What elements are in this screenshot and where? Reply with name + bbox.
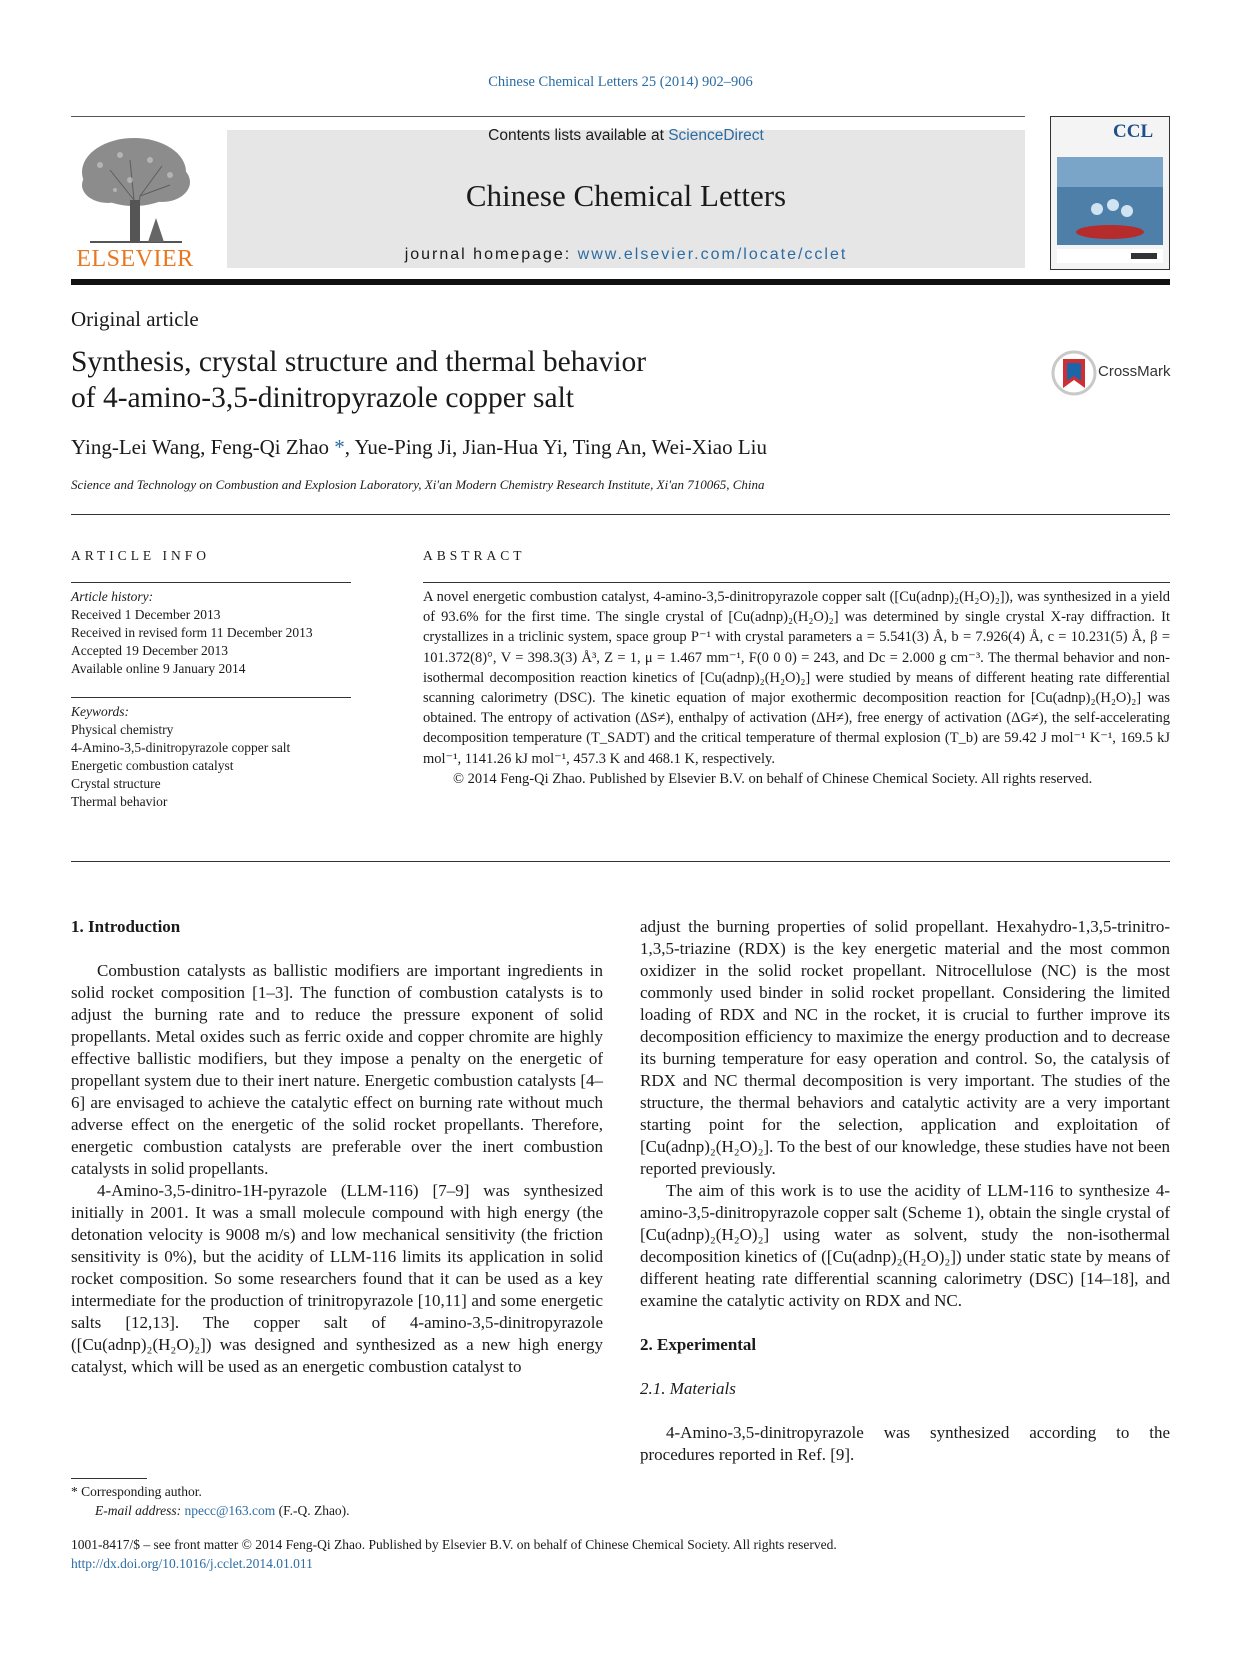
cover-ccl-label: CCL bbox=[1113, 121, 1154, 142]
section-heading-experimental: 2. Experimental bbox=[640, 1335, 757, 1354]
paragraph: 4-Amino-3,5-dinitropyrazole was synthesized according to the procedures reported in Ref. [9]. bbox=[640, 1423, 1170, 1464]
history-revised: Received in revised form 11 December 2013 bbox=[71, 625, 313, 640]
abstract-copyright: © 2014 Feng-Qi Zhao. Published by Elsevier B.V. on behalf of Chinese Chemical Society. All rights reserved. bbox=[453, 770, 1093, 787]
footnote bbox=[71, 1482, 603, 1520]
top-divider bbox=[71, 116, 1025, 117]
sciencedirect-link[interactable]: ScienceDirect bbox=[668, 127, 764, 144]
article-info-heading: ARTICLE INFO bbox=[71, 548, 211, 563]
issn-line: 1001-8417/$ – see front matter © 2014 Feng-Qi Zhao. Published by Elsevier B.V. on behalf of Chinese Chemical Society. All rights reserved. bbox=[71, 1537, 837, 1552]
crossmark-icon bbox=[1050, 349, 1098, 397]
divider bbox=[71, 861, 1170, 862]
divider bbox=[71, 514, 1170, 515]
abstract-heading: ABSTRACT bbox=[423, 548, 526, 563]
paragraph: adjust the burning properties of solid propellant. Hexahydro-1,3,5-trinitro-1,3,5-triazine (RDX) is the key energetic material and the most common oxidizer in the solid rocket propellant. Nitrocellulose (NC) is the most commonly used binder in solid rocket propellant. Considering the limited loading of RDX and NC in the rocket, it is crucial to further improve its decomposition efficiency to maximize the energy production and to decrease its burning temperature for easy operation and control. So, the catalysis of RDX and NC thermal decomposition is very important. The studies of the structure, the thermal behaviors and catalytic activity are a very important starting point for the selection, application and exploitation of [Cu(adnp)₂(H₂O)₂]. To the best of our knowledge, these studies have not been reported previously. bbox=[640, 917, 1170, 1178]
divider bbox=[71, 697, 351, 698]
keyword-item: 4-Amino-3,5-dinitropyrazole copper salt bbox=[71, 740, 291, 755]
affiliation: Science and Technology on Combustion and Explosion Laboratory, Xi'an Modern Chemistry Research Institute, Xi'an 710065, China bbox=[71, 477, 765, 492]
author-list: Ying-Lei Wang, Feng-Qi Zhao *, Yue-Ping Ji, Jian-Hua Yi, Ting An, Wei-Xiao Liu bbox=[71, 435, 768, 459]
keyword-item: Crystal structure bbox=[71, 776, 161, 791]
paragraph: Combustion catalysts as ballistic modifiers are important ingredients in solid rocket composition [1–3]. The function of combustion catalysts is to adjust the burning rate and to reduce the pressure exponent of solid propellants. Metal oxides such as ferric oxide and copper chromite are highly effective ballistic modifiers, but they impose a penalty on the energetic of propellant system due to their inert nature. Energetic combustion catalysts [4–6] are envisaged to achieve the catalytic effect on burning rate without much adverse effect on the energetic of the solid rocket propellants. Therefore, energetic combustion catalysts are preferable over the inert combustion catalysts in solid propellants. bbox=[71, 961, 603, 1178]
keyword-item: Thermal behavior bbox=[71, 794, 168, 809]
elsevier-wordmark: ELSEVIER bbox=[76, 246, 194, 272]
paragraph: 4-Amino-3,5-dinitro-1H-pyrazole (LLM-116) [7–9] was synthesized initially in 2001. It was a small molecule compound with high energy (the detonation velocity is 9008 m/s) and low mechanical sensitivity (the friction sensitivity is 0%), but the acidity of LLM-116 limits its application in solid rocket composition. So some researchers found that it can be used as a key intermediate for the production of trinitropyrazole [10,11] and some energetic salts [12,13]. The copper salt of 4-amino-3,5-dinitropyrazole ([Cu(adnp)₂(H₂O)₂]) was designed and synthesized as a new high energy catalyst, which will be used as an energetic combustion catalyst to bbox=[71, 1181, 603, 1376]
doi-link[interactable]: http://dx.doi.org/10.1016/j.cclet.2014.01.011 bbox=[71, 1556, 313, 1571]
cover-image bbox=[1051, 117, 1169, 269]
divider bbox=[423, 582, 1170, 583]
abstract-body bbox=[423, 587, 1170, 789]
history-received: Received 1 December 2013 bbox=[71, 607, 221, 622]
section-heading-introduction: 1. Introduction bbox=[71, 917, 181, 936]
header-thick-rule bbox=[71, 279, 1170, 285]
abstract-text: A novel energetic combustion catalyst, 4-amino-3,5-dinitropyrazole copper salt ([Cu(adnp)₂(H₂O)₂]), was synthesized in a yield of 93.6% for the first time. The single crystal of [Cu(adnp)₂(H₂O)₂] was determined by single crystal X-ray diffraction. It crystallizes in a triclinic system, space group P⁻¹ with crystal parameters a = 5.541(3) Å, b = 7.926(4) Å, c = 10.231(5) Å, β = 101.372(8)°, V = 398.3(3) Å³, Z = 1, μ = 1.467 mm⁻¹, F(0 0 0) = 243, and Dc = 2.000 g cm⁻³. The thermal behavior and non-isothermal decomposition reaction kinetics of [Cu(adnp)₂(H₂O)₂] were studied by means of different heating rate differential scanning calorimetry (DSC). The kinetic equation of major exothermic decomposition reaction for [Cu(adnp)₂(H₂O)₂] was obtained. The entropy of activation (ΔS≠), enthalpy of activation (ΔH≠), free energy of activation (ΔG≠), the self-accelerating decomposition temperature (T_SADT) and the critical temperature of thermal explosion (T_b) are 59.42 J mol⁻¹ K⁻¹, 169.5 kJ mol⁻¹, 1141.26 kJ mol⁻¹, 457.3 K and 468.1 K, respectively. bbox=[423, 589, 1170, 767]
journal-reference[interactable]: Chinese Chemical Letters 25 (2014) 902–906 bbox=[488, 74, 753, 90]
journal-cover-thumbnail[interactable] bbox=[1050, 116, 1170, 270]
journal-title: Chinese Chemical Letters bbox=[465, 178, 787, 213]
history-label: Article history: bbox=[71, 589, 154, 604]
article-title bbox=[71, 344, 891, 416]
keywords bbox=[71, 703, 356, 811]
footnote-rule bbox=[71, 1478, 147, 1479]
article-history bbox=[71, 588, 356, 678]
body-left-column bbox=[71, 916, 603, 1378]
email-link[interactable]: npecc@163.com bbox=[184, 1503, 276, 1518]
keyword-item: Physical chemistry bbox=[71, 722, 174, 737]
title-line-1: Synthesis, crystal structure and thermal behavior bbox=[71, 346, 647, 378]
homepage-line: journal homepage: www.elsevier.com/locate/cclet bbox=[404, 246, 848, 263]
corresponding-author-mark[interactable]: * bbox=[329, 435, 345, 459]
keyword-item: Energetic combustion catalyst bbox=[71, 758, 234, 773]
keywords-label: Keywords: bbox=[71, 704, 129, 719]
crossmark-label: CrossMark bbox=[1098, 363, 1171, 380]
history-accepted: Accepted 19 December 2013 bbox=[71, 643, 229, 658]
subsection-heading-materials: 2.1. Materials bbox=[640, 1379, 736, 1398]
spacer bbox=[640, 1312, 1170, 1334]
body-right-column bbox=[640, 916, 1170, 1466]
history-online: Available online 9 January 2014 bbox=[71, 661, 246, 676]
email-line: E-mail address: npecc@163.com (F.-Q. Zhao). bbox=[95, 1503, 350, 1518]
homepage-link[interactable]: www.elsevier.com/locate/cclet bbox=[577, 246, 848, 263]
page-footer bbox=[71, 1535, 1170, 1573]
crossmark-badge[interactable] bbox=[1050, 349, 1170, 397]
divider bbox=[71, 582, 351, 583]
corresponding-author-note: * Corresponding author. bbox=[71, 1484, 202, 1499]
article-type: Original article bbox=[71, 307, 199, 331]
title-line-2: of 4-amino-3,5-dinitropyrazole copper salt bbox=[71, 382, 574, 414]
contents-line: Contents lists available at ScienceDirect bbox=[488, 127, 764, 144]
paragraph: The aim of this work is to use the acidity of LLM-116 to synthesize 4-amino-3,5-dinitropyrazole copper salt (Scheme 1), obtain the single crystal of [Cu(adnp)₂(H₂O)₂] using water as solvent, study the non-isothermal decomposition kinetics of ([Cu(adnp)₂(H₂O)₂]) under static state by means of different heating rate differential scanning calorimetry (DSC) [14–18], and examine the catalytic activity on RDX and NC. bbox=[640, 1181, 1170, 1310]
